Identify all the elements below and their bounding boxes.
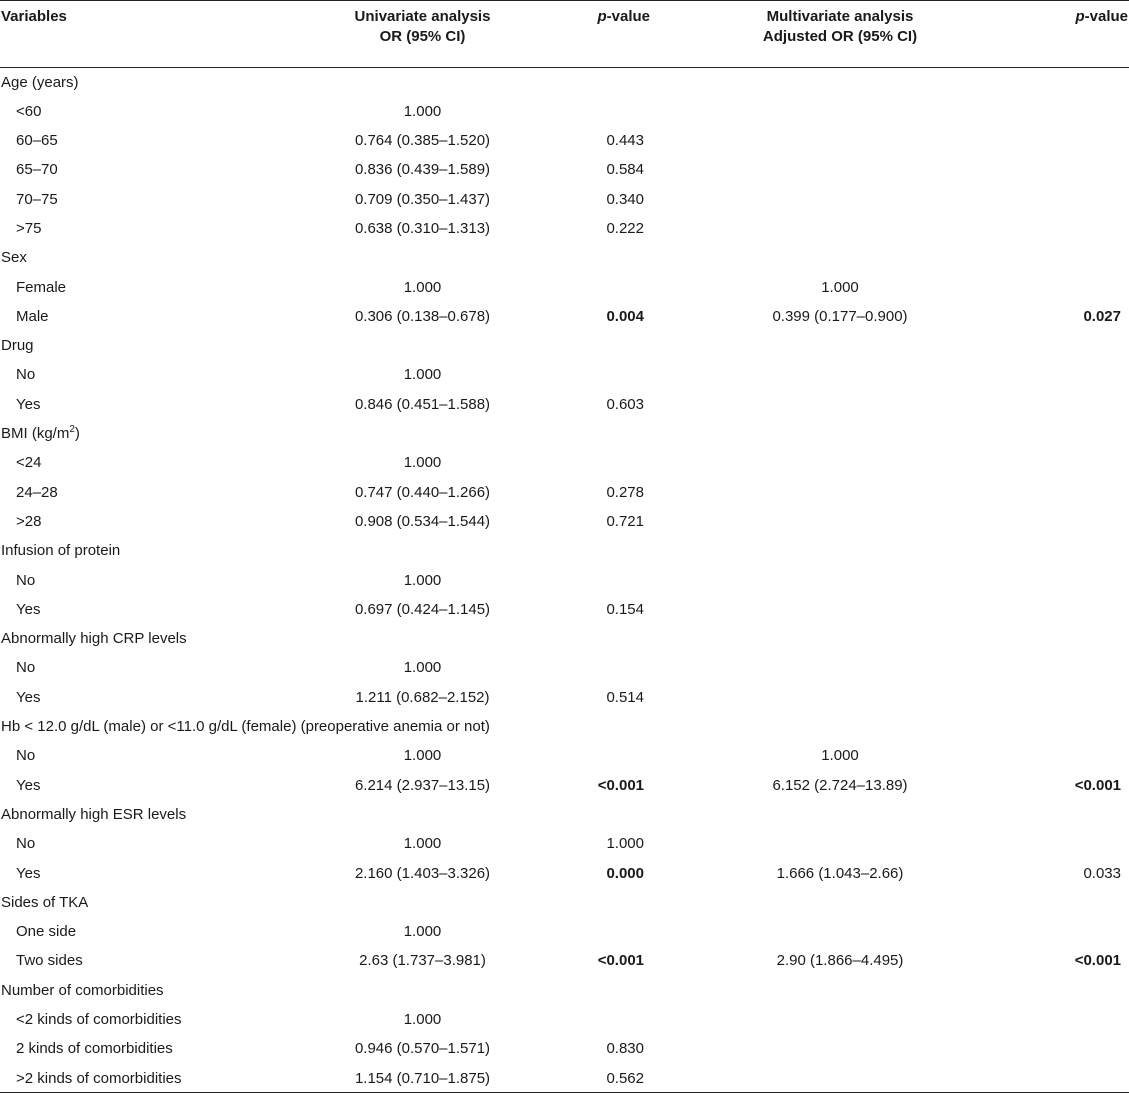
multivariate-p-value-cell: <0.001 [1074, 776, 1121, 794]
table-row [0, 566, 1129, 595]
table-group-row [0, 536, 1129, 565]
variable-level-label: <2 kinds of comorbidities [16, 1011, 182, 1028]
header-multivariate-line2: Adjusted OR (95% CI) [762, 28, 918, 45]
variable-level-label: No [16, 747, 36, 765]
header-p-value-multivariate: p-value [1075, 8, 1128, 25]
multivariate-p-value-cell [960, 185, 1129, 214]
table-body [0, 67, 1129, 1093]
univariate-or-cell: 1.000 [403, 1011, 442, 1028]
table-row [0, 448, 1129, 477]
multivariate-or-cell [660, 917, 960, 946]
multivariate-or-cell: 2.90 (1.866–4.495) [776, 952, 904, 970]
univariate-or-cell: 1.000 [403, 659, 442, 677]
variable-level-label: 2 kinds of comorbidities [16, 1040, 173, 1058]
variable-level-label: Yes [16, 395, 41, 413]
multivariate-or-cell [660, 97, 960, 126]
univariate-or-cell: 1.000 [403, 747, 442, 765]
table-row [0, 653, 1129, 682]
table-row [0, 478, 1129, 507]
table-row [0, 683, 1129, 712]
multivariate-or-cell [660, 126, 960, 155]
table-group-row [0, 67, 1129, 97]
table-row [0, 741, 1129, 770]
multivariate-p-value-cell [960, 390, 1129, 419]
multivariate-or-cell [660, 683, 960, 712]
table-row [0, 1005, 1129, 1034]
univariate-p-value-cell: 0.222 [606, 219, 644, 237]
header-univariate [290, 0, 515, 67]
variable-level-label: Yes [16, 600, 41, 618]
univariate-p-value-cell [515, 917, 660, 946]
univariate-p-value-cell: 0.721 [606, 512, 644, 530]
variable-level-label: Yes [16, 776, 41, 794]
univariate-or-cell: 1.211 (0.682–2.152) [355, 688, 490, 706]
multivariate-or-cell [660, 829, 960, 858]
table-row [0, 273, 1129, 302]
multivariate-or-cell [660, 507, 960, 536]
variable-level-label: One side [16, 923, 77, 941]
multivariate-or-cell [660, 653, 960, 682]
univariate-p-value-cell: 0.004 [606, 307, 644, 325]
univariate-or-cell: 1.000 [403, 835, 442, 853]
table-row [0, 595, 1129, 624]
univariate-or-cell: 1.000 [403, 278, 442, 296]
univariate-or-cell: 1.000 [403, 102, 442, 120]
univariate-p-value-cell [515, 360, 660, 389]
header-multivariate-line1: Multivariate analysis [766, 8, 914, 25]
variable-level-label: <60 [16, 102, 42, 120]
variable-level-label: <24 [16, 454, 42, 472]
multivariate-p-value-cell [960, 566, 1129, 595]
header-multivariate [660, 0, 960, 67]
multivariate-p-value-cell [960, 448, 1129, 477]
variable-level-label: 65–70 [16, 161, 58, 179]
multivariate-p-value-cell: <0.001 [1074, 952, 1121, 970]
group-label: Abnormally high CRP levels [1, 630, 187, 648]
multivariate-p-value-cell [960, 683, 1129, 712]
univariate-p-value-cell [515, 1005, 660, 1034]
variable-level-label: Male [16, 307, 49, 325]
multivariate-p-value-cell [960, 155, 1129, 184]
multivariate-p-value-cell [960, 917, 1129, 946]
multivariate-p-value-cell [960, 1064, 1129, 1093]
multivariate-p-value-cell [960, 1034, 1129, 1063]
univariate-p-value-cell [515, 566, 660, 595]
variable-level-label: Yes [16, 864, 41, 882]
univariate-or-cell: 1.000 [403, 571, 442, 589]
variable-level-label: >75 [16, 219, 42, 237]
header-variables: Variables [1, 8, 67, 25]
univariate-p-value-cell [515, 653, 660, 682]
univariate-or-cell: 0.846 (0.451–1.588) [354, 395, 491, 413]
multivariate-or-cell [660, 1034, 960, 1063]
multivariate-p-value-cell [960, 360, 1129, 389]
table-group-row [0, 976, 1129, 1005]
univariate-p-value-cell: 0.562 [606, 1069, 644, 1087]
multivariate-p-value-cell [960, 97, 1129, 126]
multivariate-or-cell [660, 448, 960, 477]
table-row [0, 946, 1129, 975]
multivariate-p-value-cell [960, 478, 1129, 507]
univariate-p-value-cell: 0.154 [606, 600, 644, 618]
variable-level-label: 70–75 [16, 190, 58, 208]
header-univariate-line2: OR (95% CI) [379, 28, 466, 45]
group-label: Infusion of protein [1, 542, 121, 560]
univariate-p-value-cell [515, 741, 660, 770]
table-group-row [0, 331, 1129, 360]
univariate-p-value-cell: <0.001 [597, 952, 644, 970]
table-row [0, 155, 1129, 184]
table-row [0, 1064, 1129, 1093]
univariate-or-cell: 0.697 (0.424–1.145) [354, 600, 491, 618]
variable-level-label: Two sides [16, 952, 83, 970]
univariate-or-cell: 0.747 (0.440–1.266) [354, 483, 491, 501]
group-label: Sides of TKA [1, 893, 89, 911]
univariate-p-value-cell: 0.340 [606, 190, 644, 208]
univariate-or-cell: 1.000 [403, 366, 442, 384]
table-row [0, 126, 1129, 155]
variable-level-label: >28 [16, 512, 42, 530]
table-row [0, 360, 1129, 389]
multivariate-or-cell: 1.000 [821, 747, 859, 765]
group-label: Abnormally high ESR levels [1, 805, 187, 823]
univariate-or-cell: 2.160 (1.403–3.326) [354, 864, 491, 882]
group-label: Hb < 12.0 g/dL (male) or <11.0 g/dL (female) (preoperative anemia or not) [1, 718, 490, 736]
multivariate-p-value-cell: 0.027 [1083, 307, 1121, 325]
univariate-or-cell: 0.638 (0.310–1.313) [354, 219, 491, 237]
multivariate-p-value-cell [960, 653, 1129, 682]
variable-level-label: Yes [16, 688, 41, 706]
header-p-value-univariate: p-value [597, 8, 650, 25]
variable-level-label: >2 kinds of comorbidities [16, 1069, 182, 1087]
multivariate-or-cell [660, 1064, 960, 1093]
univariate-p-value-cell: 0.584 [606, 161, 644, 179]
univariate-p-value-cell [515, 448, 660, 477]
univariate-p-value-cell: 1.000 [606, 835, 644, 853]
table-group-row [0, 800, 1129, 829]
multivariate-p-value-cell [960, 214, 1129, 243]
univariate-or-cell: 0.836 (0.439–1.589) [354, 161, 491, 179]
table-header [0, 0, 1129, 67]
multivariate-p-value-cell [960, 595, 1129, 624]
table-row [0, 859, 1129, 888]
table-row [0, 302, 1129, 331]
group-label: Drug [1, 337, 34, 355]
multivariate-p-value-cell: 0.033 [1083, 864, 1121, 882]
multivariate-or-cell [660, 185, 960, 214]
variable-level-label: No [16, 366, 36, 384]
univariate-p-value-cell: <0.001 [597, 776, 644, 794]
group-label: BMI $(kg/m^2)$ [1, 424, 80, 443]
univariate-or-cell: 0.306 (0.138–0.678) [354, 307, 491, 325]
univariate-p-value-cell: 0.000 [606, 864, 644, 882]
univariate-p-value-cell: 0.830 [606, 1040, 644, 1058]
table-group-row [0, 888, 1129, 917]
multivariate-p-value-cell [960, 507, 1129, 536]
univariate-p-value-cell: 0.443 [606, 132, 644, 150]
multivariate-or-cell [660, 155, 960, 184]
univariate-or-cell: 0.908 (0.534–1.544) [354, 512, 491, 530]
table-group-row [0, 712, 1129, 741]
table-group-row [0, 624, 1129, 653]
table-row [0, 214, 1129, 243]
multivariate-or-cell [660, 1005, 960, 1034]
group-label: Age (years) [1, 73, 79, 91]
univariate-or-cell: 0.764 (0.385–1.520) [354, 132, 491, 150]
univariate-p-value-cell [515, 97, 660, 126]
table-row [0, 390, 1129, 419]
header-univariate-line1: Univariate analysis [354, 8, 491, 25]
multivariate-or-cell [660, 595, 960, 624]
univariate-or-cell: 1.154 (0.710–1.875) [354, 1069, 491, 1087]
multivariate-or-cell: 6.152 (2.724–13.89) [772, 776, 908, 794]
univariate-or-cell: 1.000 [403, 454, 442, 472]
univariate-p-value-cell [515, 273, 660, 302]
variable-level-label: 24–28 [16, 483, 58, 501]
variable-level-label: 60–65 [16, 132, 58, 150]
multivariate-p-value-cell [960, 829, 1129, 858]
table-row [0, 829, 1129, 858]
multivariate-p-value-cell [960, 126, 1129, 155]
multivariate-or-cell [660, 390, 960, 419]
univariate-p-value-cell: 0.514 [606, 688, 644, 706]
table-row [0, 1034, 1129, 1063]
univariate-p-value-cell: 0.278 [606, 483, 644, 501]
table-group-row [0, 419, 1129, 448]
group-label: Number of comorbidities [1, 981, 164, 999]
variable-level-label: No [16, 571, 36, 589]
group-label: Sex [1, 249, 27, 267]
univariate-or-cell: 6.214 (2.937–13.15) [354, 776, 491, 794]
multivariate-or-cell [660, 214, 960, 243]
multivariate-or-cell [660, 360, 960, 389]
multivariate-or-cell [660, 478, 960, 507]
table-row [0, 917, 1129, 946]
table-row [0, 185, 1129, 214]
multivariate-p-value-cell [960, 741, 1129, 770]
univariate-or-cell: 2.63 (1.737–3.981) [359, 952, 486, 970]
multivariate-p-value-cell [960, 1005, 1129, 1034]
variable-level-label: Female [16, 278, 67, 296]
variable-level-label: No [16, 835, 36, 853]
univariate-p-value-cell: 0.603 [606, 395, 644, 413]
table-group-row [0, 243, 1129, 272]
multivariate-or-cell: 1.666 (1.043–2.66) [776, 864, 904, 882]
multivariate-or-cell [660, 566, 960, 595]
multivariate-or-cell: 1.000 [821, 278, 859, 296]
univariate-or-cell: 0.946 (0.570–1.571) [354, 1040, 491, 1058]
variable-level-label: No [16, 659, 36, 677]
multivariate-or-cell: 0.399 (0.177–0.900) [772, 307, 908, 325]
table-row [0, 97, 1129, 126]
bottom-rule [0, 1092, 1129, 1093]
univariate-or-cell: 1.000 [403, 923, 442, 941]
multivariate-p-value-cell [960, 273, 1129, 302]
table-row [0, 771, 1129, 800]
table-row [0, 507, 1129, 536]
univariate-or-cell: 0.709 (0.350–1.437) [354, 190, 491, 208]
